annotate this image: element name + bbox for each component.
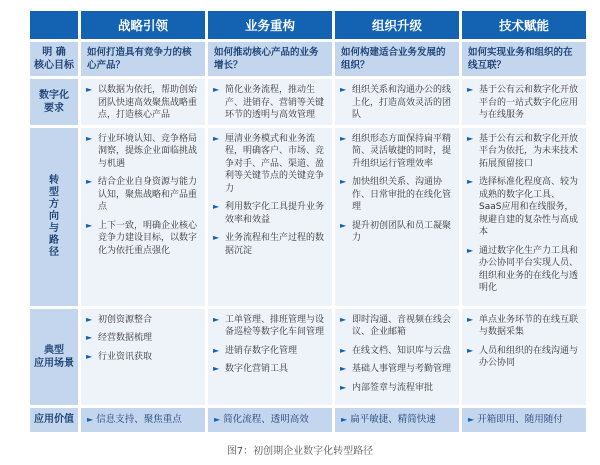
digital-req-row (30, 79, 586, 125)
content-cell (208, 128, 332, 306)
row-header-label: 转型方向与路径 (49, 174, 59, 258)
arrow-icon: ► (340, 345, 347, 355)
arrow-icon: ► (467, 245, 474, 255)
bullet-item (213, 232, 327, 257)
arrow-icon: ► (340, 220, 347, 230)
bullet-text: 数字化营销工具 (225, 364, 289, 374)
bullet-text: 组织关系和沟通办公的线上化，打造高效灵活的团队 (352, 85, 452, 120)
arrow-icon: ► (86, 133, 93, 143)
bullet-text: 上下一致，明确企业核心竞争力建设目标，以数字化为依托重点强化 (98, 220, 198, 256)
bullet-item (340, 345, 454, 358)
content-cell (335, 309, 459, 405)
arrow-icon: ► (213, 133, 220, 143)
value-text: 信息支持、聚焦重点 (96, 413, 182, 425)
bullet-item (86, 351, 200, 364)
arrow-icon: ► (86, 351, 93, 361)
content-cell (462, 79, 586, 125)
arrow-icon: ► (86, 314, 93, 324)
arrow-icon: ► (213, 345, 220, 355)
column-header: 业务重构 (208, 11, 332, 39)
column-header: 组织升级 (335, 11, 459, 39)
bullet-item (467, 176, 581, 239)
content-cell (81, 128, 205, 306)
bullet-text: 以数据为依托，帮助创始团队快速高效聚焦战略重点，打造核心产品 (98, 85, 198, 120)
bullet-item (213, 201, 327, 226)
row-header (30, 128, 78, 306)
arrow-icon: ► (340, 133, 347, 143)
bullet-item (467, 314, 581, 339)
arrow-icon: ► (467, 345, 474, 355)
arrow-icon: ► (213, 364, 220, 373)
bullet-item (86, 332, 200, 345)
bullet-item (86, 314, 200, 327)
header-row (30, 11, 586, 39)
value-text: 开箱即用、随用随付 (477, 413, 563, 425)
bullet-text: 提升初创团队和员工凝聚力 (352, 220, 452, 243)
bullet-text: 基于公有云和数字化开放平台为依托，为未来技术拓展预留接口 (479, 133, 579, 169)
value-text: 扁平敏捷、精简快速 (350, 413, 436, 425)
content-cell (81, 79, 205, 125)
row-header: 应用价值 (30, 408, 78, 432)
bullet-text: 工单管理、排班管理与设备巡检等数字化车间管理 (225, 314, 325, 337)
bullet-item (86, 220, 200, 258)
bullet-text: 进销存数字化管理 (225, 345, 298, 356)
bullet-item (340, 220, 454, 245)
transform-path-row (30, 128, 586, 306)
arrow-icon: ► (340, 314, 347, 324)
bullet-text: 组织形态方面保持扁平精简、灵活敏捷的同时，提升组织运行管理效率 (352, 133, 452, 169)
bullet-text: 厘清业务模式和业务流程，明确客户、市场、竞争对手、产品、渠道、盈利等关键节点的关键竞争力 (225, 133, 325, 194)
arrow-icon: ► (213, 85, 220, 94)
bullet-text: 利用数字化工具提升业务效率和效益 (225, 202, 325, 225)
arrow-icon: ► (340, 364, 347, 373)
bullet-item (467, 345, 581, 370)
arrow-icon: ► (213, 314, 220, 324)
row-header: 典型 应用场景 (30, 309, 78, 405)
bullet-item (86, 84, 200, 122)
arrow-icon: ► (86, 333, 93, 342)
bullet-item (340, 363, 454, 376)
bullet-text: 人员和组织的在线沟通与办公协同 (479, 345, 579, 368)
arrow-icon: ► (86, 85, 93, 94)
arrow-icon: ► (467, 314, 474, 324)
row-header: 数字化 要求 (30, 79, 78, 125)
content-cell (335, 79, 459, 125)
bullet-text: 经营数据梳理 (98, 333, 153, 343)
bullet-text: 结合企业自身资源与能力认知，聚焦战略和产品重点 (98, 177, 198, 212)
bullet-item (213, 345, 327, 358)
bullet-item (467, 245, 581, 295)
bullet-item (213, 363, 327, 376)
bullet-item (467, 84, 581, 122)
arrow-icon: ► (340, 85, 347, 94)
scenarios-row (30, 309, 586, 405)
row-header: 明 确 核心目标 (30, 42, 78, 76)
bullet-item (213, 84, 327, 122)
bullet-text: 简化业务流程，推动生产、进销存、营销等关键环节的透明与高效管理 (225, 85, 325, 120)
arrow-icon: ► (468, 414, 475, 424)
question-cell: 如何打造具有竞争力的核心产品？ (81, 42, 205, 76)
arrow-icon: ► (213, 233, 220, 242)
column-header: 战略引领 (81, 11, 205, 39)
content-cell (81, 309, 205, 405)
bullet-text: 即时沟通、音视频在线会议、企业邮箱 (352, 314, 452, 337)
bullet-text: 选择标准化程度高、较为成熟的数字化工具、SaaS应用和在线服务，规避自建的复杂性与高成本 (479, 177, 579, 237)
bullet-text: 行业环境认知、竞争格局洞察，提炼企业面临挑战与机遇 (98, 133, 198, 169)
column-header: 技术赋能 (462, 11, 586, 39)
bullet-item (340, 84, 454, 122)
bullet-text: 基于公有云和数字化开放平台的一站式数字化应用与在线服务 (479, 85, 579, 120)
arrow-icon: ► (340, 382, 347, 392)
bullet-text: 内部签章与流程审批 (352, 382, 434, 393)
arrow-icon: ► (87, 414, 94, 424)
transformation-table (27, 8, 589, 435)
value-cell (335, 408, 459, 432)
core-problem-row (30, 42, 586, 76)
bullet-item (340, 133, 454, 171)
arrow-icon: ► (467, 177, 474, 186)
content-cell (462, 309, 586, 405)
bullet-item (467, 133, 581, 171)
bullet-text: 业务流程和生产过程的数据沉淀 (225, 233, 325, 256)
value-row (30, 408, 586, 432)
bullet-text: 通过数字化生产力工具和办公协同平台实现人员、组织和业务的在线化与透明化 (479, 245, 579, 293)
arrow-icon: ► (213, 202, 220, 211)
bullet-item (340, 382, 454, 395)
bullet-text: 单点业务环节的在线互联与数据采集 (479, 314, 579, 337)
content-cell (208, 309, 332, 405)
arrow-icon: ► (467, 133, 474, 143)
corner-cell (30, 11, 78, 39)
value-cell (81, 408, 205, 432)
figure-caption: 图7：初创期企业数字化转型路径 (226, 446, 374, 457)
question-cell: 如何构建适合业务发展的组织？ (335, 42, 459, 76)
bullet-item (86, 176, 200, 214)
value-cell (208, 408, 332, 432)
bullet-text: 基础人事管理与考勤管理 (352, 364, 452, 374)
bullet-item (340, 314, 454, 339)
question-cell: 如何推动核心产品的业务增长？ (208, 42, 332, 76)
bullet-item (213, 314, 327, 339)
bullet-item (86, 133, 200, 171)
bullet-item (340, 176, 454, 214)
arrow-icon: ► (214, 414, 221, 424)
arrow-icon: ► (467, 85, 474, 94)
question-cell: 如何实现业务和组织的在线互联？ (462, 42, 586, 76)
bullet-text: 初创资源整合 (98, 314, 153, 325)
content-cell (335, 128, 459, 306)
arrow-icon: ► (86, 177, 93, 186)
arrow-icon: ► (86, 220, 93, 230)
content-cell (462, 128, 586, 306)
bullet-text: 行业资讯获取 (98, 351, 153, 362)
bullet-text: 加快组织关系、沟通协作、日常审批的在线化管理 (352, 177, 452, 212)
value-cell (462, 408, 586, 432)
bullet-item (213, 133, 327, 196)
arrow-icon: ► (341, 414, 348, 424)
content-cell (208, 79, 332, 125)
bullet-text: 在线文档、知识库与云盘 (352, 345, 452, 356)
value-text: 简化流程、透明高效 (223, 413, 309, 425)
arrow-icon: ► (340, 177, 347, 186)
